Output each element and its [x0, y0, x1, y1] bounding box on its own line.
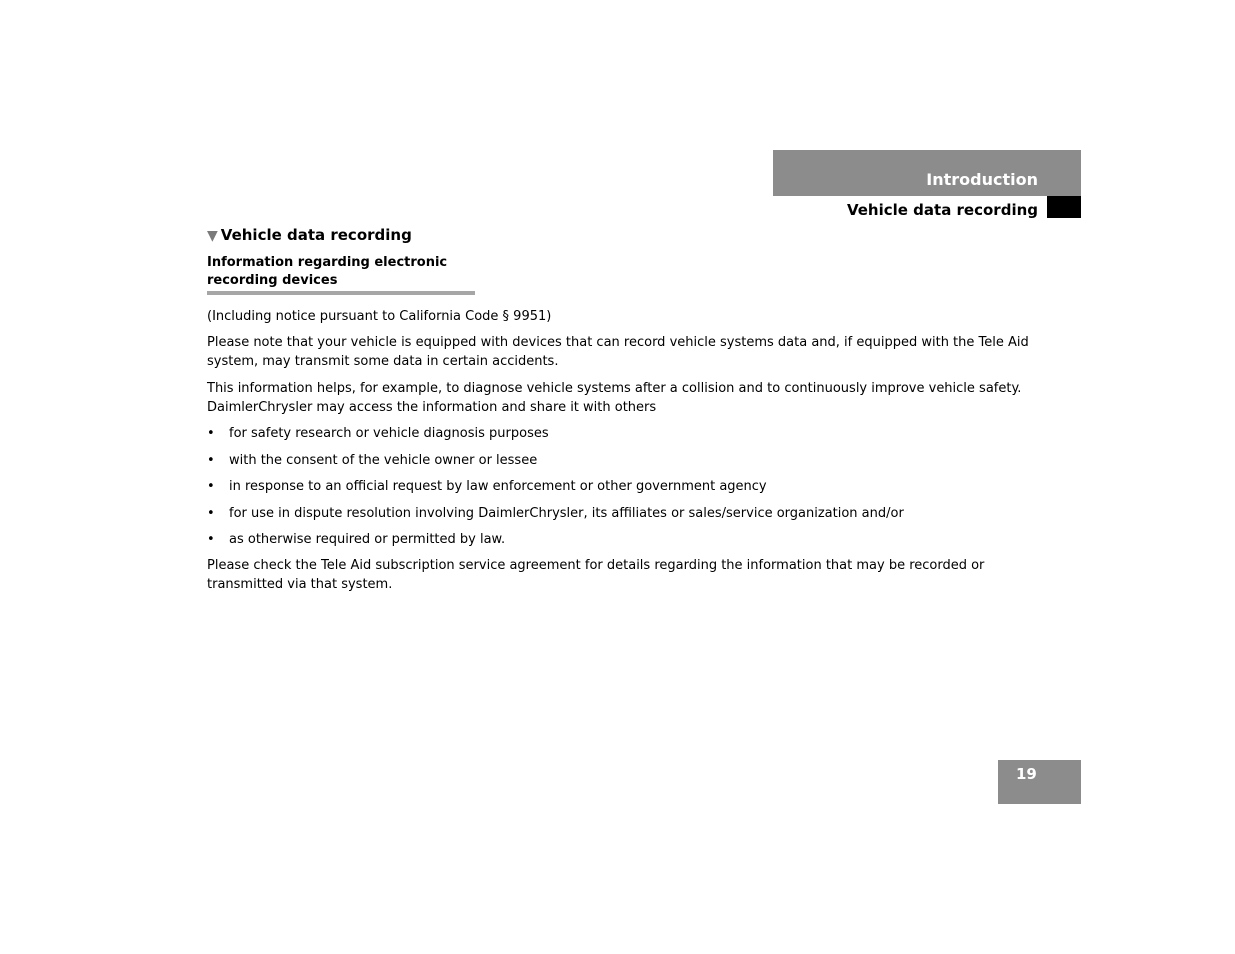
- subheading: [207, 254, 447, 290]
- list-item: • for safety research or vehicle diagnosis purposes: [207, 426, 549, 441]
- bullet-list: [207, 424, 904, 557]
- bullet-dot-icon: •: [207, 505, 215, 521]
- subheading-line-2: recording devices: [207, 273, 338, 288]
- bullet-dot-icon: •: [207, 426, 215, 441]
- bullet-dot-icon: •: [207, 532, 215, 547]
- section-heading: [207, 226, 412, 244]
- section-header-title: Vehicle data recording: [846, 201, 1038, 219]
- list-item: • in response to an official request by law enforcement or other government agency: [207, 479, 767, 494]
- section-heading-text: Vehicle data recording: [220, 226, 412, 244]
- chapter-header-box: [773, 150, 1081, 196]
- bullet-dot-icon: •: [207, 479, 215, 494]
- subheading-line-1: Information regarding electronic: [207, 255, 448, 270]
- triangle-down-icon: ▼: [207, 228, 218, 244]
- notice-paragraph: (Including notice pursuant to California Code § 9951): [207, 309, 552, 324]
- section-marker-block: [1047, 196, 1081, 218]
- page-number: 19: [1016, 765, 1037, 783]
- page-number-box: [998, 760, 1081, 804]
- list-item: • with the consent of the vehicle owner or lessee: [207, 452, 538, 468]
- paragraph-2: This information helps, for example, to diagnose vehicle systems after a collision and to continuously improve vehicle safety. DaimlerChrysler may access the information and share it with others: [207, 381, 1022, 415]
- list-item: • as otherwise required or permitted by law.: [207, 532, 506, 547]
- bullet-dot-icon: •: [207, 452, 215, 468]
- subheading-rule: [207, 291, 475, 295]
- list-item: • for use in dispute resolution involving DaimlerChrysler, its affiliates or sales/service organization and/or: [207, 505, 904, 521]
- paragraph-1: Please note that your vehicle is equipped with devices that can record vehicle systems data and, if equipped with the Tele Aid system, may transmit some data in certain accidents.: [207, 335, 1029, 369]
- paragraph-3: Please check the Tele Aid subscription service agreement for details regarding the information that may be recorded or transmitted via that system.: [207, 558, 985, 592]
- chapter-title: Introduction: [926, 170, 1038, 189]
